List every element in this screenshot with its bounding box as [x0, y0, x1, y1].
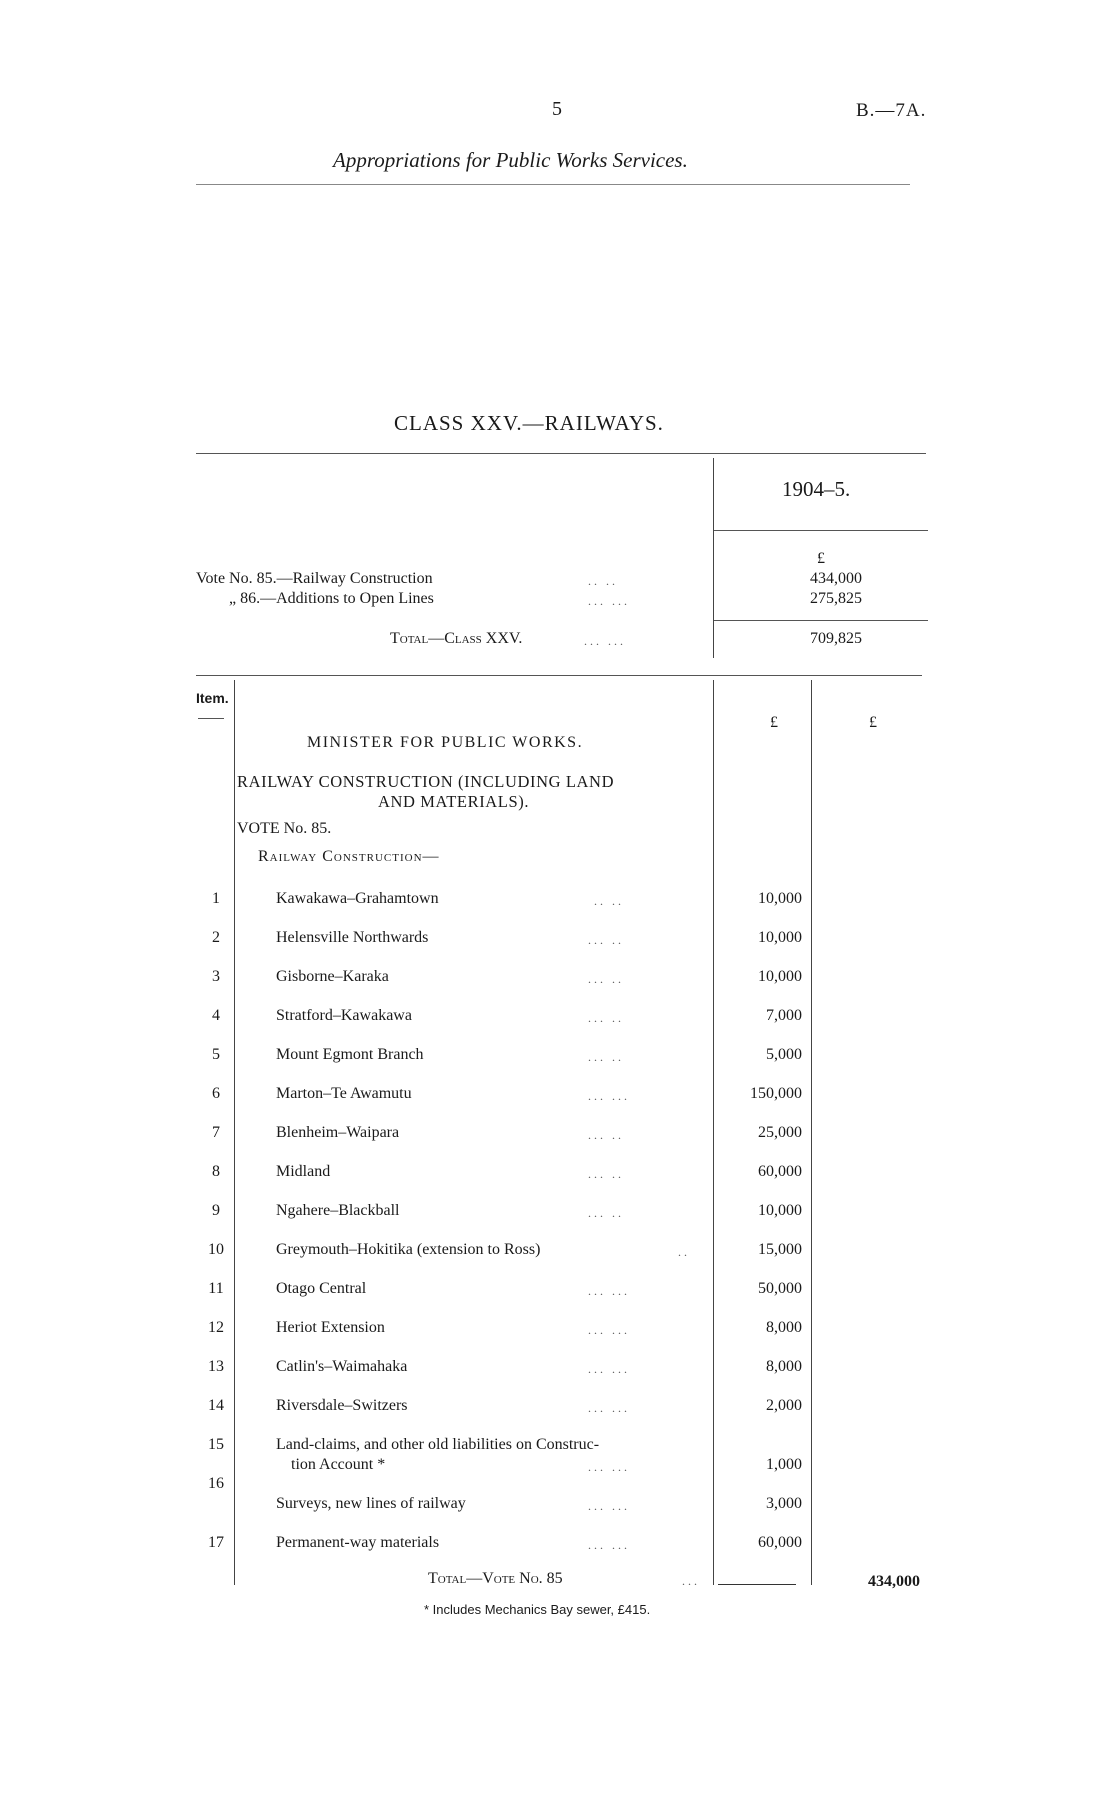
- total-column-rule: [811, 680, 812, 1585]
- class-heading: CLASS XXV.—RAILWAYS.: [394, 411, 664, 435]
- summary-total-label: Total—Class XXV.: [390, 630, 523, 647]
- summary-subtotal-rule: [714, 620, 928, 621]
- detail-top-rule: [196, 675, 922, 676]
- summary-vote-85-label: Vote No. 85.—Railway Construction: [196, 570, 433, 587]
- summary-vote-86-label: „ 86.—Additions to Open Lines: [229, 590, 434, 607]
- amount-column-currency: £: [770, 714, 778, 731]
- title-rule: [196, 184, 910, 185]
- class-heading-rule: [196, 453, 926, 454]
- minister-heading: MINISTER FOR PUBLIC WORKS.: [307, 734, 584, 751]
- section-heading-line-1: RAILWAY CONSTRUCTION (INCLUDING LAND: [237, 772, 615, 791]
- leader-dots: .. ..: [588, 574, 618, 588]
- subhead: Railway Construction—: [258, 848, 440, 865]
- summary-vote-85-amount: 434,000: [810, 570, 862, 587]
- footnote: * Includes Mechanics Bay sewer, £415.: [424, 1602, 651, 1617]
- leader-dots: ... ...: [584, 634, 626, 648]
- summary-column-rule: [713, 458, 714, 658]
- vote-total-amount: 434,000: [868, 1573, 920, 1590]
- vote-total-label: Total—Vote No. 85: [428, 1570, 563, 1587]
- document-reference: B.—7A.: [856, 100, 927, 121]
- summary-total-amount: 709,825: [810, 630, 862, 647]
- page-number: 5: [552, 98, 562, 120]
- summary-year-rule: [714, 530, 928, 531]
- summary-currency: £: [817, 550, 825, 567]
- leader-dots: ... ...: [588, 594, 630, 608]
- page-title: Appropriations for Public Works Services.: [333, 148, 688, 172]
- item-column-header: Item.: [196, 690, 229, 706]
- vote-total-rule: [718, 1584, 796, 1585]
- summary-vote-86-amount: 275,825: [810, 590, 862, 607]
- summary-year: 1904–5.: [782, 477, 851, 501]
- leader-dots: ...: [682, 1574, 700, 1588]
- amount-column-rule: [713, 680, 714, 1585]
- section-heading-line-2: AND MATERIALS).: [378, 792, 530, 811]
- item-header-rule: [198, 718, 224, 719]
- total-column-currency: £: [869, 714, 877, 731]
- vote-number-heading: VOTE No. 85.: [237, 820, 332, 837]
